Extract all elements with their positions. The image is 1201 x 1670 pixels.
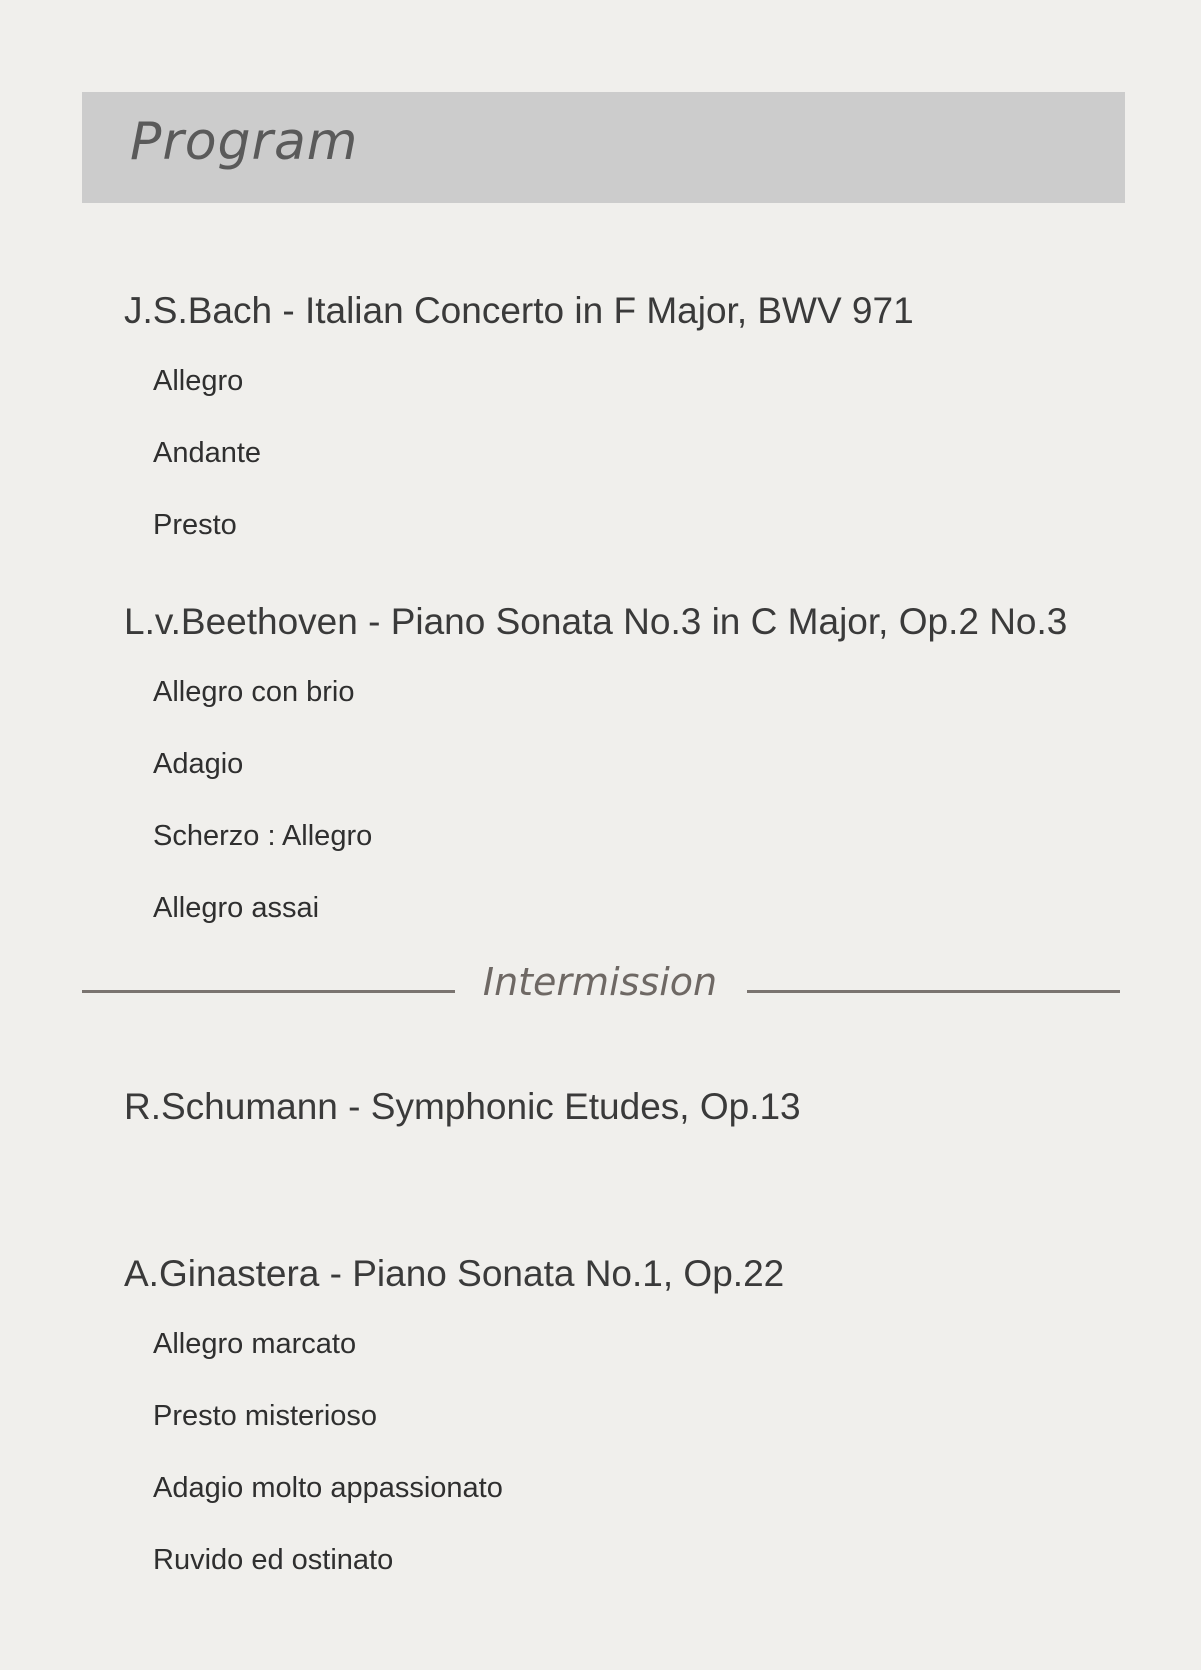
work-title-bach: J.S.Bach - Italian Concerto in F Major, BWV 971: [124, 290, 914, 331]
intermission-divider-right: [747, 990, 1120, 993]
work-title-beethoven: L.v.Beethoven - Piano Sonata No.3 in C Major, Op.2 No.3: [124, 601, 1068, 642]
intermission-label: Intermission: [482, 960, 718, 1004]
intermission-divider-left: [82, 990, 455, 993]
movement-item: Allegro assai: [153, 892, 320, 924]
movement-item: Allegro marcato: [153, 1328, 357, 1360]
movement-item: Scherzo : Allegro: [153, 820, 373, 852]
movement-item: Allegro: [153, 365, 244, 397]
movement-item: Ruvido ed ostinato: [153, 1544, 394, 1576]
movement-item: Presto: [153, 509, 237, 541]
movement-item: Adagio molto appassionato: [153, 1472, 503, 1504]
program-header: [82, 92, 1125, 203]
movement-item: Andante: [153, 437, 262, 469]
work-title-ginastera: A.Ginastera - Piano Sonata No.1, Op.22: [124, 1253, 785, 1294]
work-title-schumann: R.Schumann - Symphonic Etudes, Op.13: [124, 1086, 801, 1127]
movement-item: Adagio: [153, 748, 244, 780]
page-title: Program: [130, 112, 359, 172]
movement-item: Presto misterioso: [153, 1400, 378, 1432]
movement-item: Allegro con brio: [153, 676, 355, 708]
